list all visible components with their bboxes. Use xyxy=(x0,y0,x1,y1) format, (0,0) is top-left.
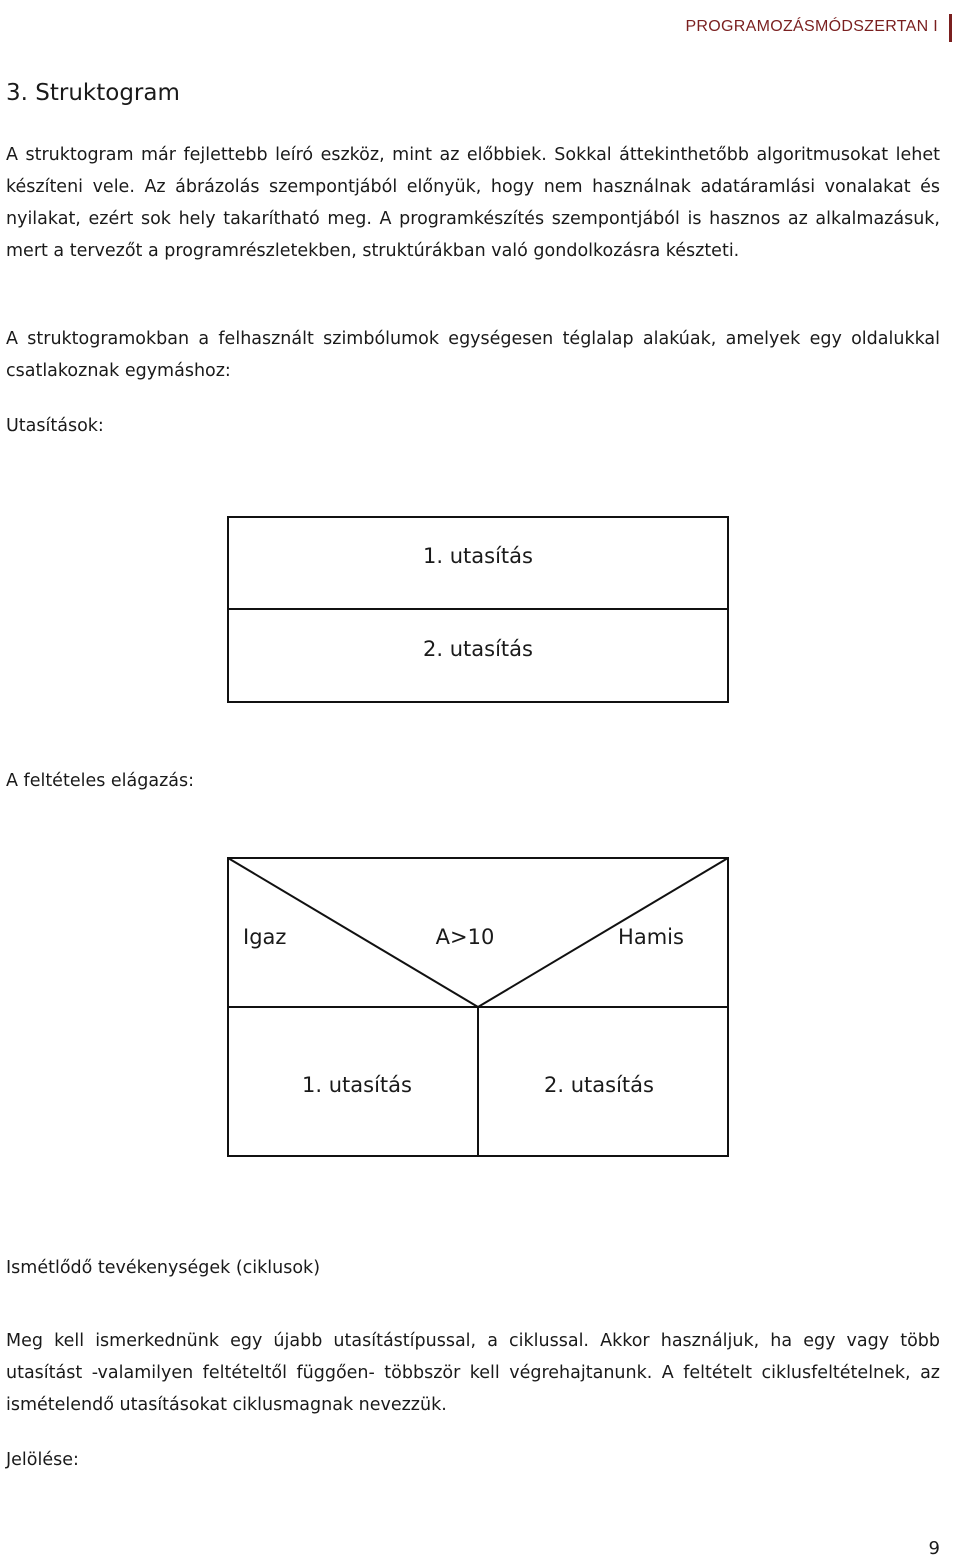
branch-false-instruction: 2. utasítás xyxy=(544,1073,654,1097)
notation-label: Jelölése: xyxy=(6,1450,79,1470)
instructions-label: Utasítások: xyxy=(6,416,104,436)
running-header: PROGRAMOZÁSMÓDSZERTAN I xyxy=(685,18,938,35)
branch-false-label: Hamis xyxy=(618,925,684,949)
branch-condition: A>10 xyxy=(435,925,495,949)
loops-paragraph: Meg kell ismerkednünk egy újabb utasítástípussal, a ciklussal. Akkor használjuk, ha egy vagy több utasítást -valamilyen feltételtől függően- többször kell végrehajtanunk. A feltételt ciklusfeltételnek, az ismételendő utasításokat ciklusmagnak nevezzük. xyxy=(6,1331,940,1415)
symbols-paragraph: A struktogramokban a felhasznált szimbólumok egységesen téglalap alakúak, amelyek egy oldalukkal csatlakoznak egymáshoz: xyxy=(6,329,940,381)
sequence-step-1: 1. utasítás xyxy=(423,544,533,568)
sequence-step-2: 2. utasítás xyxy=(423,637,533,661)
branch-true-instruction: 1. utasítás xyxy=(302,1073,412,1097)
page-number: 9 xyxy=(928,1538,940,1559)
branch-true-label: Igaz xyxy=(243,925,287,949)
section-heading: 3. Struktogram xyxy=(6,80,180,106)
conditional-label: A feltételes elágazás: xyxy=(6,771,194,791)
intro-paragraph: A struktogram már fejlettebb leíró eszköz, mint az előbbiek. Sokkal áttekinthetőbb algoritmusokat lehet készíteni vele. Az ábrázolás szempontjából előnyük, hogy nem használnak adatáramlási vonalakat és nyilakat, ezért sok hely takarítható meg. A programkészítés szempontjából is hasznos az alkalmazásuk, mert a tervezőt a programrészletekben, struktúrákban való gondolkozásra készteti. xyxy=(6,145,940,261)
loops-heading: Ismétlődő tevékenységek (ciklusok) xyxy=(6,1258,321,1278)
